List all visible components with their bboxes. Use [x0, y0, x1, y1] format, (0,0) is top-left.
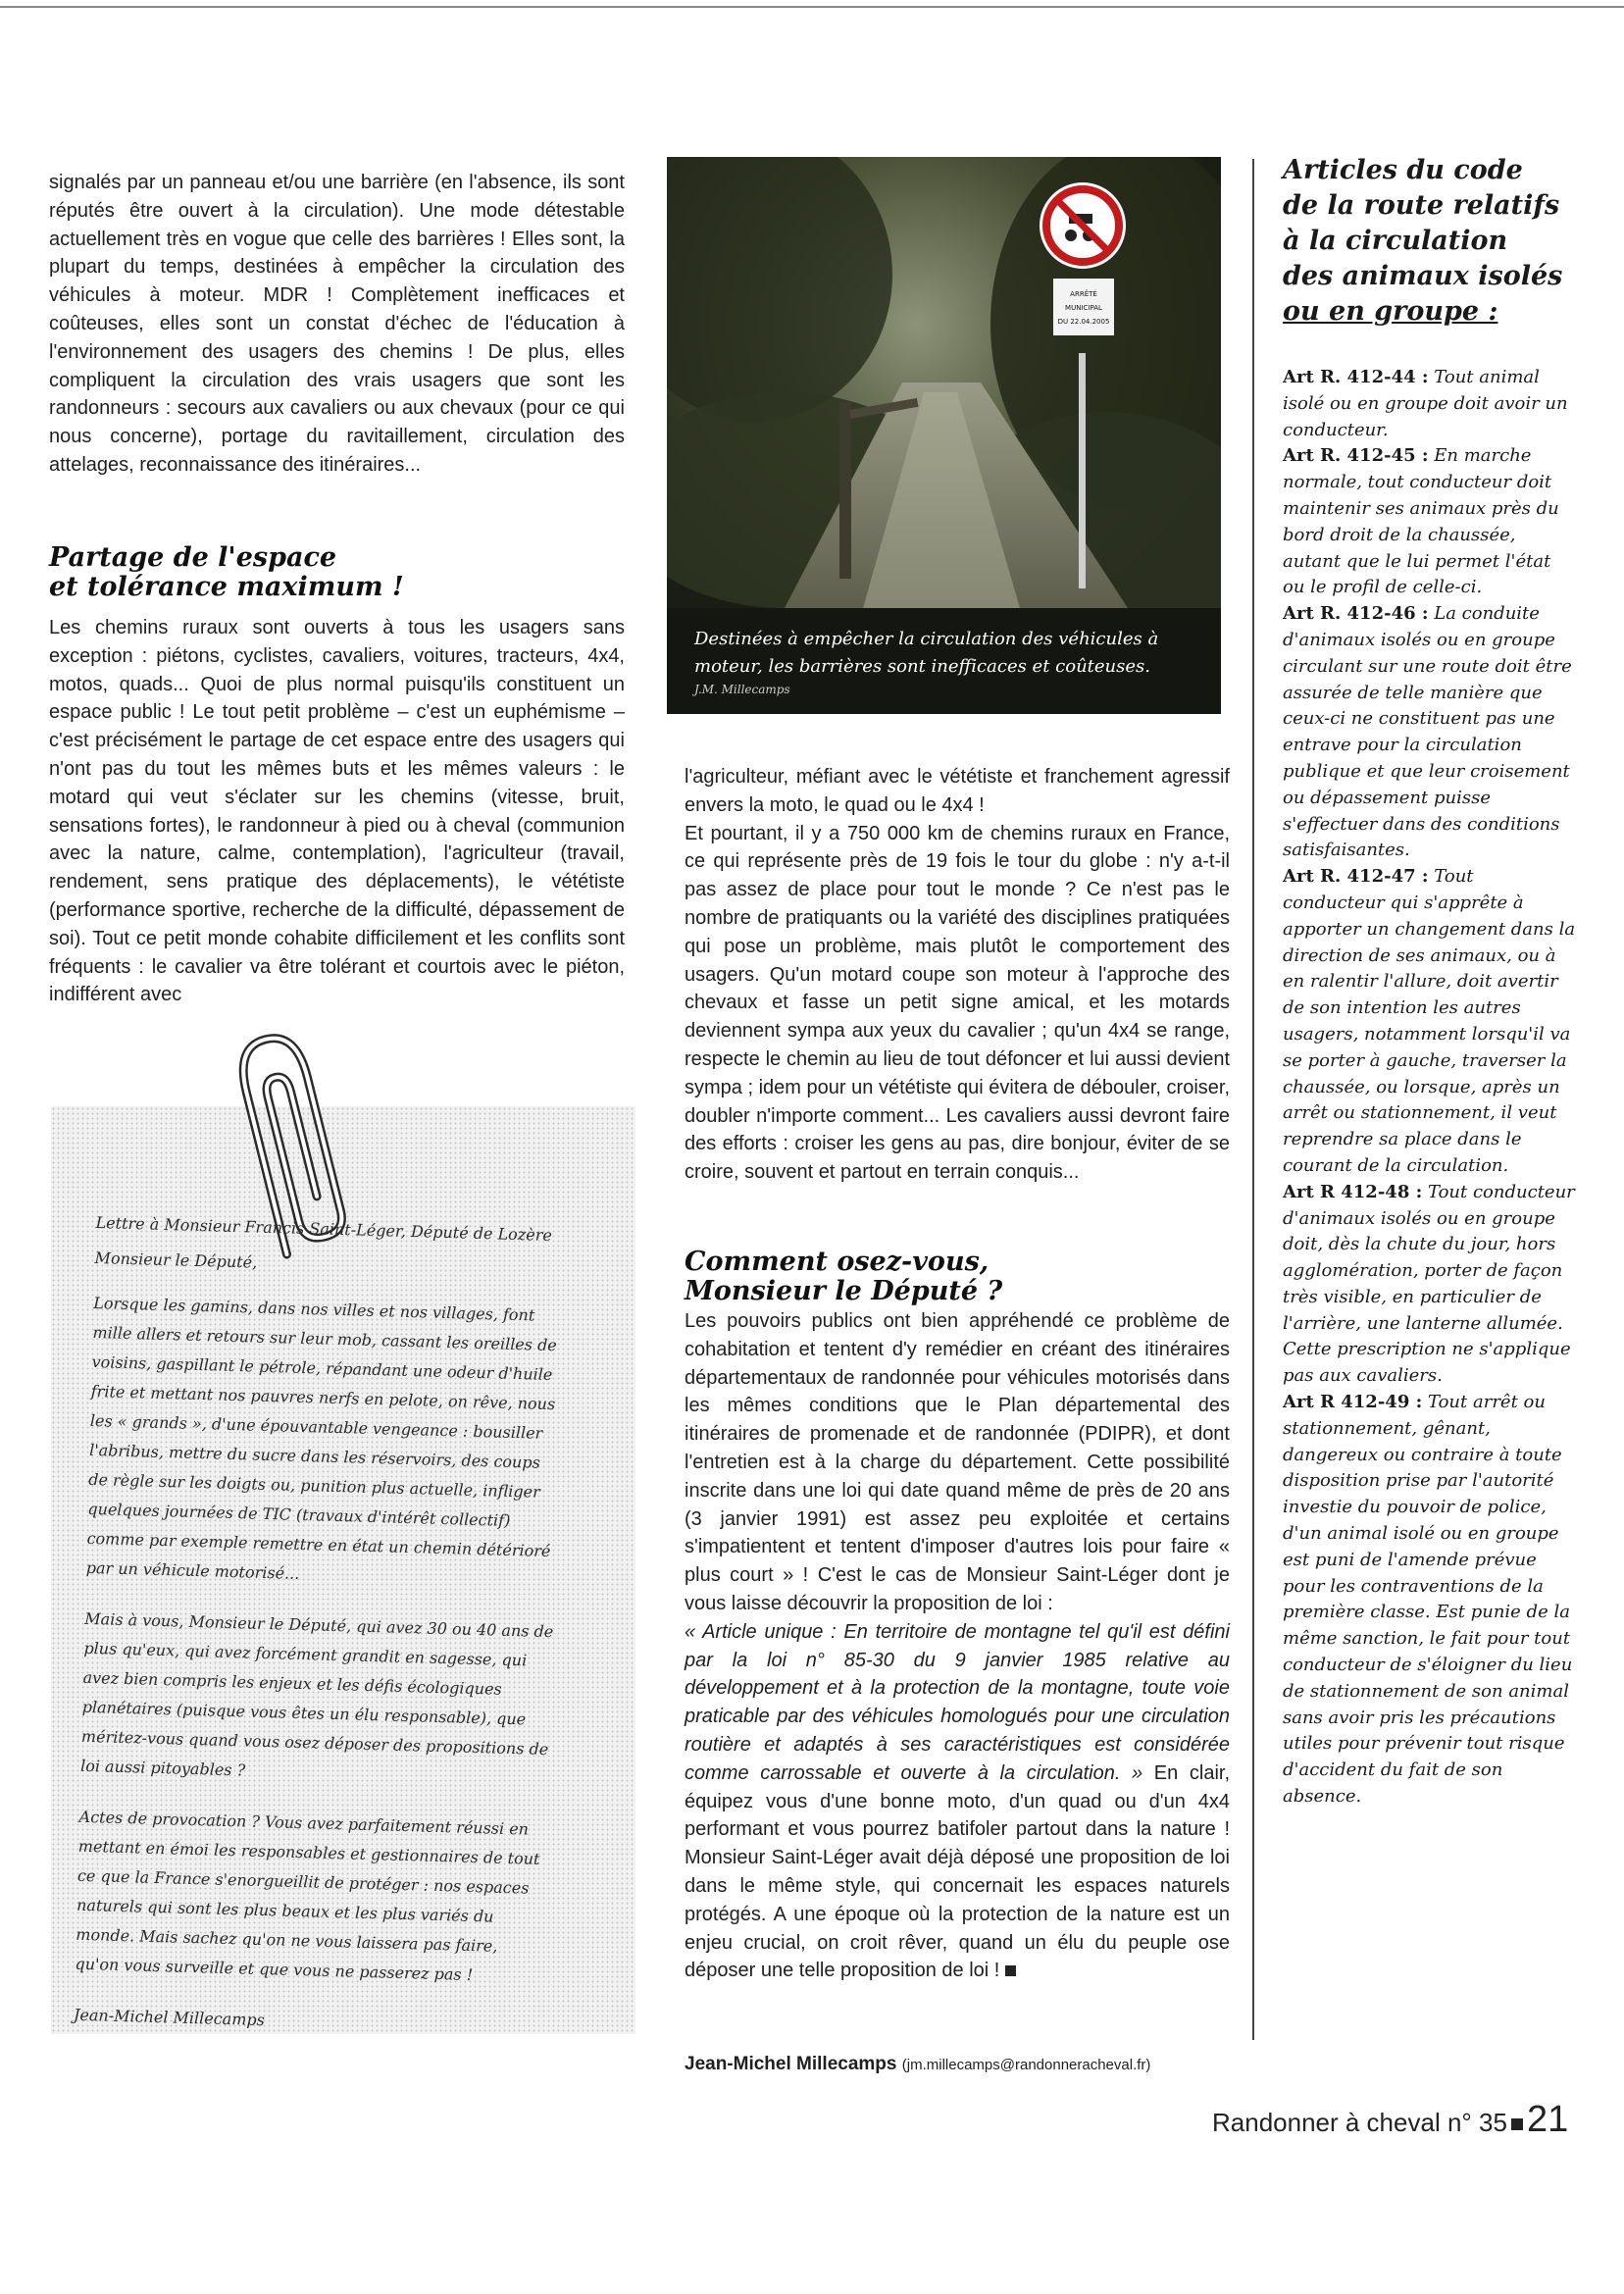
article-ref: Art R. 412-46 : [1283, 603, 1429, 625]
article-signature [685, 2054, 1150, 2075]
article-text: En marche normale, tout conducteur doit maintenir ses animaux près du bord droit de la chaussée, autant que le lui permet l'état ou le profil de celle-ci. [1283, 445, 1559, 598]
sidebar-title-line: Articles du code [1283, 155, 1523, 185]
col2-paragraph-4-text: En clair, équipez vous d'une bonne moto, d'un quad ou d'un 4x4 performant et vous pourrez batifoler partout dans la nature ! Monsieur Saint-Léger avait déjà déposé une proposition de loi dans le même style, qui concernait les espaces naturels protégés. A une époque où la protection de la nature est un enjeu crucial, on croit rêver, quand un élu du peuple ose déposer une telle proposition de loi ! [685, 1761, 1231, 1982]
article-text: La conduite d'animaux isolés ou en groupe circulant sur une route doit être assurée de telle manière que ceux-ci ne constituent pas une entrave pour la circulation publique et que leur croisement ou dépassement puisse s'effectuer dans des conditions satisfaisantes. [1283, 603, 1572, 861]
law-quote: « Article unique : En territoire de montagne tel qu'il est défini par la loi n° 85-30 du 9 janvier 1985 relative au développement et à la protection de la montagne, toute voie praticable par des véhicules homologués pour une circulation routière et adaptés à ses caractéristiques est considérée comme carrossable et ouverte à la circulation. » [685, 1620, 1230, 1784]
letter-paragraph-1: Lorsque les gamins, dans nos villes et nos villages, font mille allers et retours sur leur mob, cassant les oreilles de voisins, gaspillant le pétrole, répandant une odeur d'huile frite et mettant nos pauvres nerfs en pelote, on rêve, nous les « grands », d'une épouvantable vengeance : bousiller l'abribus, mettre du sucre dans les réservoirs, des coups de règle sur les doigts ou, punition plus actuelle, infliger quelques journées de TIC (travaux d'intérêt collectif) comme par exemple remettre en état un chemin détérioré par un véhicule motorisé... [85, 1293, 558, 1583]
sign-line-1: ARRÊTÉ [1070, 290, 1097, 298]
sidebar-rule [1252, 159, 1254, 2040]
letter-paragraph-2: Mais à vous, Monsieur le Député, qui avez 30 ou 40 ans de plus qu'eux, qui avez forcément grandit en sagesse, qui avez bien compris les enjeux et les défis écologiques planétaires (puisque vous êtes un élu responsable), que méritez-vous quand vous osez déposer des propositions de loi aussi pitoyables ? [79, 1608, 554, 1780]
letter-paragraph-3: Actes de provocation ? Vous avez parfaitement réussi en mettant en émoi les responsables et gestionnaires de tout ce que la France s'enorgueillit de protéger : nos espaces naturels qui sont les plus beaux et les plus variés du monde. Mais sachez qu'on ne vous laissera pas faire, qu'on vous surveille et que vous ne passerez pas ! [75, 1807, 540, 1985]
letter-salutation: Monsieur le Député, [94, 1248, 258, 1272]
article-text: Tout conducteur qui s'apprête à apporter un changement dans la direction de ses animaux, ou à en ralentir l'allure, doit avertir de son intention les autres usagers, notamment lorsqu'il va se porter à gauche, traverser la chaussée, ou lorsque, après un arrêt ou stationnement, il veut reprendre sa place dans le courant de la circulation. [1283, 866, 1576, 1176]
heading-comment-line2: Monsieur le Député ? [685, 1276, 1003, 1306]
heading-partage-line1: Partage de l'espace [49, 542, 337, 573]
footer-square-icon [1511, 2118, 1523, 2130]
photo-credit: J.M. Millecamps [694, 683, 790, 696]
heading-partage-line2: et tolérance maximum ! [49, 572, 404, 602]
heading-comment-line1: Comment osez-vous, [685, 1247, 990, 1277]
article-ref: Art R. 412-44 : [1283, 367, 1429, 387]
sidebar-title-line: à la circulation [1283, 226, 1508, 256]
column-2-continued [685, 1307, 1230, 1985]
article-item [1283, 864, 1577, 1180]
col2-paragraph-1: l'agriculteur, méfiant avec le vététiste et franchement agressif envers la moto, le quad ou le 4x4 ! [685, 766, 1230, 816]
photo-caption: Destinées à empêcher la circulation des véhicules à moteur, les barrières sont inefficaces et coûteuses. [694, 629, 1159, 677]
letter-signature: Jean-Michel Millecamps [73, 2005, 266, 2030]
heading-comment [685, 1248, 1230, 1306]
article-text: Tout animal isolé ou en groupe doit avoir un conducteur. [1283, 367, 1568, 440]
heading-partage [49, 543, 625, 602]
article-ref: Art R. 412-47 : [1283, 866, 1429, 888]
article-ref: Art R. 412-45 : [1283, 445, 1429, 467]
sidebar-title [1283, 153, 1577, 330]
article-item [1283, 1180, 1577, 1390]
top-rule [0, 6, 1624, 8]
letter-header: Lettre à Monsieur Francis Saint-Léger, Député de Lozère [95, 1212, 553, 1245]
col1-paragraph-2: Les chemins ruraux sont ouverts à tous les usagers sans exception : piétons, cyclistes, cavaliers, voitures, tracteurs, 4x4, motos, quads... Quoi de plus normal puisqu'ils constituent un espace public ! Le tout petit problème – c'est un euphémisme – c'est précisément le partage de cet espace entre des usagers qui n'ont pas du tout les mêmes buts et les mêmes valeurs : le motard qui veut s'éclater sur les chemins (vitesse, bruit, sensations fortes), le randonneur à pied ou à cheval (communion avec la nature, calme, contemplation), l'agriculteur (travail, rendement, sens pratique des déplacements), le vététiste (performance sportive, recherche de la difficulté, dépassement de soi). Tout ce petit monde cohabite difficilement et les conflits sont fréquents : le cavalier va être tolérant et courtois avec le piéton, indifférent avec [49, 617, 625, 1006]
article-item [1283, 443, 1577, 601]
barrier-photo [667, 157, 1221, 714]
article-ref: Art R 412-49 : [1283, 1392, 1423, 1413]
article-text: Tout arrêt ou stationnement, gênant, dangereux ou contraire à toute disposition prise par l'autorité investie du pouvoir de police, d'un animal isolé ou en groupe est puni de l'amende prévue pour les contraventions de la première classe. Est punie de la même sanction, le fait pour tout conducteur de s'éloigner du lieu de stationnement de son animal sans avoir pris les précautions utiles pour prévenir tout risque d'accident du fait de son absence. [1283, 1392, 1573, 1808]
page-number: 21 [1526, 2099, 1569, 2140]
col2-paragraph-4 [685, 1618, 1230, 1985]
col2-paragraph-2: Et pourtant, il y a 750 000 km de chemins ruraux en France, ce qui représente près de 19 fois le tour du globe : n'y a-t-il pas assez de place pour tout le monde ? Ce n'est pas le nombre de pratiquants ou la variété des disciplines pratiquées qui pose un problème, mais plutôt le comportement des usagers. Qu'un motard coupe son moteur à l'approche des chevaux et fasse un petit signe amical, et les motards deviennent sympa aux yeux du cavalier ; qu'un 4x4 se range, respecte le chemin au lieu de tout défoncer et lui aussi devient sympa ; idem pour un vététiste qui évitera de débouler, croiser, doubler n'importe comment... Les cavaliers aussi devront faire des efforts : croiser les gens au pas, dire bonjour, éviter de se croire, souvent et partout en terrain conquis... [685, 822, 1230, 1184]
article-item [1283, 1390, 1577, 1810]
sidebar-title-line: ou en groupe : [1283, 296, 1498, 327]
column-2-body [685, 763, 1230, 1187]
magazine-name: Randonner à cheval n° 35 [1212, 2108, 1507, 2137]
sign-line-2: MUNICIPAL [1065, 304, 1102, 312]
sign-line-3: DU 22.04.2005 [1057, 318, 1110, 326]
page-footer [1212, 2099, 1568, 2141]
article-text: Tout conducteur d'animaux isolés ou en groupe doit, dès la chute du jour, hors agglomération, porter de façon très visible, en particulier de l'arrière, une lanterne allumée. Cette prescription ne s'applique pas aux cavaliers. [1283, 1181, 1575, 1387]
signature-name: Jean-Michel Millecamps [685, 2054, 897, 2074]
letter-text [73, 1208, 567, 2065]
signature-email: (jm.millecamps@randonneracheval.fr) [901, 2057, 1151, 2073]
column-1-intro [49, 169, 625, 480]
sidebar-articles [1283, 365, 1577, 1810]
end-square-icon [1005, 1965, 1016, 1976]
sidebar-title-line: de la route relatifs [1283, 190, 1560, 221]
sidebar-title-line: des animaux isolés [1283, 261, 1563, 291]
column-1-body [49, 614, 625, 1009]
col2-paragraph-3: Les pouvoirs publics ont bien appréhendé ce problème de cohabitation et tentent d'y remédier en créant des itinéraires départementaux de randonnée pour véhicules motorisés dans les mêmes conditions que le Plan départemental des itinéraires de promenade et de randonnée (PDIPR), et dont l'entretien est à la charge du département. Cette possibilité inscrite dans une loi qui date quand même de près de 20 ans (3 janvier 1991) est assez peu exploitée et certains s'impatientent et tentent d'imposer d'autres lois pour faire « plus court » ! C'est le cas de Monsieur Saint-Léger dont je vous laisse découvrir la proposition de loi : [685, 1310, 1230, 1614]
article-item [1283, 601, 1577, 864]
article-ref: Art R 412-48 : [1283, 1181, 1423, 1202]
col1-paragraph-1: signalés par un panneau et/ou une barrière (en l'absence, ils sont réputés être ouvert à la circulation). Une mode détestable actuellement très en vogue que celle des barrières ! Elles sont, la plupart du temps, destinées à empêcher la circulation des véhicules à moteur. MDR ! Complètement inefficaces et coûteuses, elles sont un constat d'échec de l'éducation à l'environnement des usagers des chemins ! De plus, elles compliquent la circulation des vrais usagers que sont les randonneurs : secours aux cavaliers ou aux chevaux (pour ce qui nous concerne), portage du ravitaillement, circulation des attelages, reconnaissance des itinéraires... [49, 172, 625, 476]
article-item [1283, 365, 1577, 443]
